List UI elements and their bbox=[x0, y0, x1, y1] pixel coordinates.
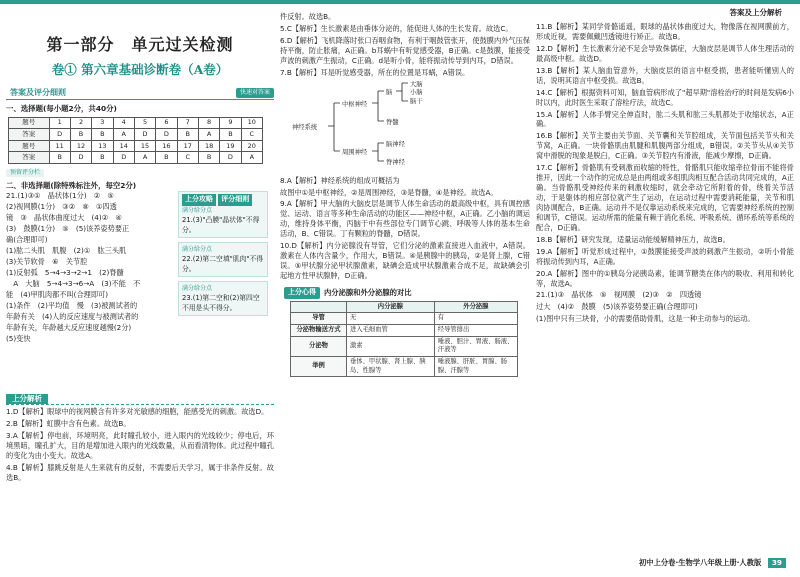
q2-answer-line: 年龄有关，年龄越大反应速度越慢(2分) bbox=[6, 322, 132, 332]
page-header: 答案及上分解析 bbox=[729, 8, 782, 17]
answer-cell: A bbox=[113, 129, 134, 141]
q2-answer-line: 镜 ③ 晶状体曲度过大 (4)② ④ bbox=[6, 213, 122, 223]
answer-cell: 答案 bbox=[9, 129, 50, 141]
comparison-title: 内分泌腺和外分泌腺的对比 bbox=[324, 287, 412, 297]
comparison-header-row bbox=[291, 301, 518, 313]
scoring-box bbox=[178, 281, 268, 316]
q2-answer-line: (1)条件 (2)平均值 慢 (3)被测试者的 bbox=[6, 300, 138, 310]
answer-cell: D bbox=[156, 129, 177, 141]
comparison-row bbox=[291, 357, 518, 377]
answer-cell: B bbox=[92, 129, 113, 141]
comparison-cell: 分泌物 bbox=[291, 336, 347, 356]
page-footer bbox=[639, 558, 786, 568]
column-left bbox=[6, 0, 274, 577]
comparison-cell: 有 bbox=[434, 313, 517, 325]
answer-table-row bbox=[9, 117, 263, 129]
answer-cell: B bbox=[70, 129, 91, 141]
answer-cell: 15 bbox=[134, 140, 155, 152]
scoring-box-header: 上分攻略 bbox=[182, 194, 216, 206]
analysis-paragraph: 21.(1)③ 晶状体 ⑤ 视网膜 (2)③ ② 四透镜 bbox=[536, 290, 702, 300]
column-right bbox=[536, 0, 794, 577]
scoring-box-label: 满分给分点 bbox=[182, 285, 213, 293]
diagram-brainstem: 脑干 bbox=[410, 97, 423, 105]
q2-answer-line: A 大脑 5→4→3→6→A (3)不能 不 bbox=[6, 278, 141, 288]
answer-cell: A bbox=[134, 152, 155, 164]
answer-section-bar bbox=[6, 86, 274, 100]
analysis-paragraphs bbox=[280, 12, 530, 78]
answer-cell: B bbox=[92, 152, 113, 164]
answer-cell: D bbox=[113, 152, 134, 164]
answer-cell: 18 bbox=[198, 140, 219, 152]
analysis-paragraph: 1.D【解析】眼球中的视网膜含有许多对光敏感的细胞，能感受光的刺激。故选D。 bbox=[6, 407, 269, 417]
scoring-box-text: 23.(1)第二空和(2)第四空不用是头不得分。 bbox=[182, 294, 260, 312]
answer-cell: 12 bbox=[70, 140, 91, 152]
answer-cell: D bbox=[49, 129, 70, 141]
analysis-paragraph: 7.B【解析】耳是听觉感受器，所在的位置是耳蜗，A错误。 bbox=[280, 67, 470, 77]
answer-cell: 8 bbox=[198, 117, 219, 129]
q2-answer-line: (5)变快 bbox=[6, 333, 31, 343]
answer-cell: 1 bbox=[49, 117, 70, 129]
analysis-paragraph: 2.B【解析】虹膜中含有色素。故选B。 bbox=[6, 419, 131, 429]
analysis-paragraph: 13.B【解析】某人脑血管意外，大脑皮层的语言中枢受损，患者能听懂别人的话，说明其语言中枢受损。故选B。 bbox=[536, 65, 794, 85]
answer-cell: B bbox=[156, 152, 177, 164]
diagram-cerebrum: 大脑 bbox=[410, 80, 423, 88]
answer-cell: 17 bbox=[177, 140, 198, 152]
answer-cell: 13 bbox=[92, 140, 113, 152]
diagram-root: 神经系统 bbox=[292, 123, 318, 131]
answer-cell: B bbox=[49, 152, 70, 164]
q2-title: 二、非选择题(除特殊标注外，每空2分) bbox=[6, 181, 137, 191]
analysis-paragraph: 12.D【解析】生长激素分泌不足会导致侏儒症，大脑皮层是调节人体生理活动的最高级中枢。故选D。 bbox=[536, 43, 794, 63]
analysis-paragraph: 6.D【解析】飞机降落时张口吞咽食物，有利于咽鼓管张开，使鼓膜内外气压保持平衡，防止胀痛，A正确。b耳蜗中有听觉感受器，B正确。c是鼓膜，能接受声波的刺激产生振动，C正确。d是听小骨，能将振动传导到内耳，D错误。 bbox=[280, 35, 530, 65]
comparison-cell: 无 bbox=[347, 313, 435, 325]
page-title: 第一部分 单元过关检测 bbox=[46, 35, 234, 54]
answer-table bbox=[8, 117, 263, 164]
comparison-cell: 分泌物输送方式 bbox=[291, 324, 347, 336]
column-middle bbox=[280, 0, 530, 577]
answer-cell: B bbox=[198, 152, 219, 164]
diagram-brain: 脑 bbox=[386, 88, 393, 96]
q2-answers bbox=[6, 191, 172, 344]
comparison-header-cell: 外分泌腺 bbox=[434, 301, 517, 313]
answer-table-row bbox=[9, 129, 263, 141]
comparison-table bbox=[290, 301, 518, 378]
answer-cell: 2 bbox=[70, 117, 91, 129]
q2-answer-line: (3) 鼓膜(1分) ⑤ (5)该养姿势要正 bbox=[6, 224, 130, 234]
diagram-peripheral: 周围神经 bbox=[342, 148, 368, 156]
answer-cell: 20 bbox=[241, 140, 262, 152]
q2-score-tag: 预留评分栏 bbox=[6, 169, 44, 177]
answer-cell: 6 bbox=[156, 117, 177, 129]
answer-cell: 10 bbox=[241, 117, 262, 129]
answer-cell: 4 bbox=[113, 117, 134, 129]
scoring-box-text: 21.(3)"凸膜"晶状体"不得分。 bbox=[182, 216, 260, 234]
answer-cell: 19 bbox=[220, 140, 241, 152]
answer-cell: 题号 bbox=[9, 117, 50, 129]
comparison-cell: 激素 bbox=[347, 336, 435, 356]
answer-cell: 9 bbox=[220, 117, 241, 129]
paper-subtitle: 卷① 第六章基础诊断卷（A卷） bbox=[51, 62, 229, 78]
analysis-paragraphs bbox=[280, 176, 530, 281]
answer-cell: 11 bbox=[49, 140, 70, 152]
analysis-paragraph: 件反射。故选B。 bbox=[280, 12, 336, 21]
answer-section-tag: 快速对答案 bbox=[236, 88, 274, 98]
analysis-paragraph: 15.A【解析】人体手臂完全伸直时，肱二头肌和肱三头肌都处于收缩状态，A正确。 bbox=[536, 109, 794, 129]
comparison-cell: 经导管排出 bbox=[434, 324, 517, 336]
comparison-cell: 垂体、甲状腺、肾上腺、胰岛、性腺等 bbox=[347, 357, 435, 377]
q2-answer-line: 年龄有关 (4)人的反应速度与被测试者的 bbox=[6, 311, 139, 321]
analysis-paragraph: 14.C【解析】根据资料可知，脑血管病形成了"超早期"溶栓治疗的时间是发病6小时以内，此时医生采取了溶栓疗法，故选C。 bbox=[536, 87, 794, 107]
analysis-paragraph: 3.A【解析】停电前，环境明亮，此时瞳孔较小，进入眼内的光线较少；停电后，环境黑暗，瞳孔扩大，目的是增加进入眼内的光线数量，从而看清物体。此过程中瞳孔的变化为由小变大。故选A。 bbox=[6, 431, 274, 461]
diagram-central: 中枢神经 bbox=[342, 100, 368, 108]
nervous-system-diagram bbox=[290, 81, 520, 171]
answer-cell: 7 bbox=[177, 117, 198, 129]
comparison-row bbox=[291, 336, 518, 356]
answer-cell: 答案 bbox=[9, 152, 50, 164]
analysis-title: 上分解析 bbox=[6, 394, 48, 404]
q2-answer-line: (1)反射弧 5→4→3→2→1 (2)脊髓 bbox=[6, 267, 124, 277]
analysis-paragraph: 5.C【解析】生长激素是由垂体分泌的，能促进人体的生长发育。故选C。 bbox=[280, 23, 513, 33]
diagram-cranial-nerves: 脑神经 bbox=[386, 140, 405, 148]
q2-answer-line: 21.(1)③① 晶状体(1分) ② ⑤ bbox=[6, 191, 114, 201]
analysis-paragraph: 19.A【解析】听觉形成过程中，①鼓膜能接受声波的刺激产生振动，②听小骨能将振动传到内耳，A正确。 bbox=[536, 246, 794, 266]
analysis-paragraphs bbox=[536, 22, 794, 324]
q1-title: 一、选择题(每小题2分，共40分) bbox=[6, 104, 117, 114]
scoring-box bbox=[178, 242, 268, 277]
q2-answer-line: (3)关节软骨 ⑥ 关节腔 bbox=[6, 257, 88, 267]
answer-cell: B bbox=[220, 129, 241, 141]
comparison-cell: 唾液、胆汁、胃液、肠液、汗液等 bbox=[434, 336, 517, 356]
analysis-paragraphs bbox=[6, 407, 274, 483]
analysis-paragraph: (1)图中只有三块骨，小的需要借助骨肌，这是一种主动参与的运动。 bbox=[536, 314, 755, 324]
analysis-paragraph: 故图中①是中枢神经，②是周围神经，③是脊髓，④是神经。故选A。 bbox=[280, 187, 498, 197]
answer-cell: 16 bbox=[156, 140, 177, 152]
diagram-spinal-nerves: 脊神经 bbox=[386, 158, 405, 166]
answer-cell: C bbox=[241, 129, 262, 141]
analysis-paragraph: 11.B【解析】某同学骨骼遥遥，眼球的晶状体曲度过大，物像落在视网膜前方，形成近视，需要佩戴凹透镜进行矫正。故选B。 bbox=[536, 22, 794, 41]
footer-text: 初中上分卷·生物学八年级上册·人教版 bbox=[639, 558, 762, 567]
comparison-cell: 进入毛细血管 bbox=[347, 324, 435, 336]
answer-section-title: 答案及评分细则 bbox=[10, 88, 66, 98]
comparison-cell: 举例 bbox=[291, 357, 347, 377]
scoring-box-label: 满分给分点 bbox=[182, 207, 213, 215]
scoring-box bbox=[178, 191, 268, 238]
comparison-heading bbox=[284, 287, 530, 299]
answer-table-row bbox=[9, 140, 263, 152]
comparison-tag: 上分心得 bbox=[284, 287, 320, 299]
answer-cell: D bbox=[134, 129, 155, 141]
scoring-box-label: 满分给分点 bbox=[182, 246, 213, 254]
analysis-paragraph: 17.C【解析】骨骼肌有受刺激而收缩的特性，骨骼肌只能收缩牵拉骨而不能将骨推开，因此一个动作的完成总是由两组或多组肌肉相互配合活动共同完成的，A正确。当骨骼肌受神经传来的刺激收缩时，就会牵动它所附着的骨，绕着关节活动，于是躯体的相应部位就产生了运动，在运动过程中需要消耗能量，关节和肌肉协调配合，B正确。运动并不是仅靠运动系统来完成的，它需要神经系统的控制和调节，C错误。运动所需的能量有赖于消化系统、呼吸系统、循环系统等系统的配合，D正确。 bbox=[536, 163, 794, 232]
comparison-header-cell: 内分泌腺 bbox=[347, 301, 435, 313]
scoring-notes bbox=[178, 191, 268, 320]
q2-answer-line: (1)肱二头肌 肌腹 (2)① 肱三头肌 bbox=[6, 246, 127, 256]
q2-answer-line: (2)视网膜(1分) ③② ⑧ ①四透 bbox=[6, 202, 117, 212]
answer-cell: 3 bbox=[92, 117, 113, 129]
analysis-paragraph: 18.B【解析】研究发现，适量运动能缓解精神压力，故选B。 bbox=[536, 234, 730, 244]
q2-answer-line: 确(合理即可) bbox=[6, 235, 48, 245]
answer-cell: D bbox=[220, 152, 241, 164]
answer-cell: A bbox=[198, 129, 219, 141]
answer-table-row bbox=[9, 152, 263, 164]
comparison-cell: 导管 bbox=[291, 313, 347, 325]
answer-cell: 14 bbox=[113, 140, 134, 152]
answer-cell: C bbox=[177, 152, 198, 164]
q2-answer-line: 能 (4)甲肌肉都不叫(合理即可) bbox=[6, 289, 109, 299]
comparison-header-cell bbox=[291, 301, 347, 313]
analysis-paragraph: 过大 (4)② 鼓膜 (5)该养姿势要正确(合理即可) bbox=[536, 302, 698, 312]
answer-cell: 题号 bbox=[9, 140, 50, 152]
comparison-row bbox=[291, 324, 518, 336]
page-number: 39 bbox=[768, 558, 786, 568]
analysis-paragraph: 4.B【解析】膝跳反射是人生来就有的反射，不需要后天学习，属于非条件反射。故选B。 bbox=[6, 463, 274, 483]
scoring-box-text: 22.(2)第二空填"肌肉"不得分。 bbox=[182, 255, 264, 273]
analysis-paragraph: 8.A【解析】神经系统的组成可概括为 bbox=[280, 175, 400, 185]
analysis-heading bbox=[6, 393, 274, 405]
analysis-paragraph: 20.A【解析】图中的①胰岛分泌胰岛素，能调节糖类在体内的吸收、利用和转化等，故选A。 bbox=[536, 268, 794, 288]
analysis-paragraph: 10.D【解析】内分泌腺没有导管，它们分泌的激素直接进入血液中，A错误。激素在人体内含量少，作用大，B错误。④是胰腺中的胰岛，②是肾上腺，C错误。⑤甲状腺分泌甲状腺激素，缺碘会造成甲状腺激素合成不足，故缺碘会引起地方性甲状腺肿，D正确。 bbox=[280, 241, 530, 280]
answer-cell: D bbox=[70, 152, 91, 164]
comparison-cell: 唾液腺、肝脏、胃腺、肠腺、汗腺等 bbox=[434, 357, 517, 377]
analysis-paragraph: 9.A【解析】甲大脑的大脑皮层是调节人体生命活动的最高级中枢，具有调控感觉、运动、语言等多种生命活动的功能区——神经中枢，A正确。乙小脑的调运动，维持身体平衡，丙脑干中有些部位专门调节心跳、呼吸等人体的基本生命活动，B、C错误。丁有颗粒的脊髓，D错误。 bbox=[280, 199, 530, 239]
diagram-spinal-cord: 脊髓 bbox=[386, 118, 399, 126]
answer-cell: B bbox=[177, 129, 198, 141]
answer-cell: A bbox=[241, 152, 262, 164]
scoring-box-header-2: 评分细则 bbox=[218, 194, 252, 206]
diagram-cerebellum: 小脑 bbox=[410, 88, 423, 96]
q2-block bbox=[6, 191, 274, 387]
analysis-paragraph: 16.B【解析】关节主要由关节面、关节囊和关节腔组成，关节面包括关节头和关节窝，A正确。一块骨骼肌由肌腱和肌腹两部分组成，B错误。②关节头从④关节窝中滑脱的现象是脱臼，C正确。③关节腔内有滑液，能减少摩擦，D正确。 bbox=[536, 131, 794, 161]
answer-cell: 5 bbox=[134, 117, 155, 129]
comparison-row bbox=[291, 313, 518, 325]
